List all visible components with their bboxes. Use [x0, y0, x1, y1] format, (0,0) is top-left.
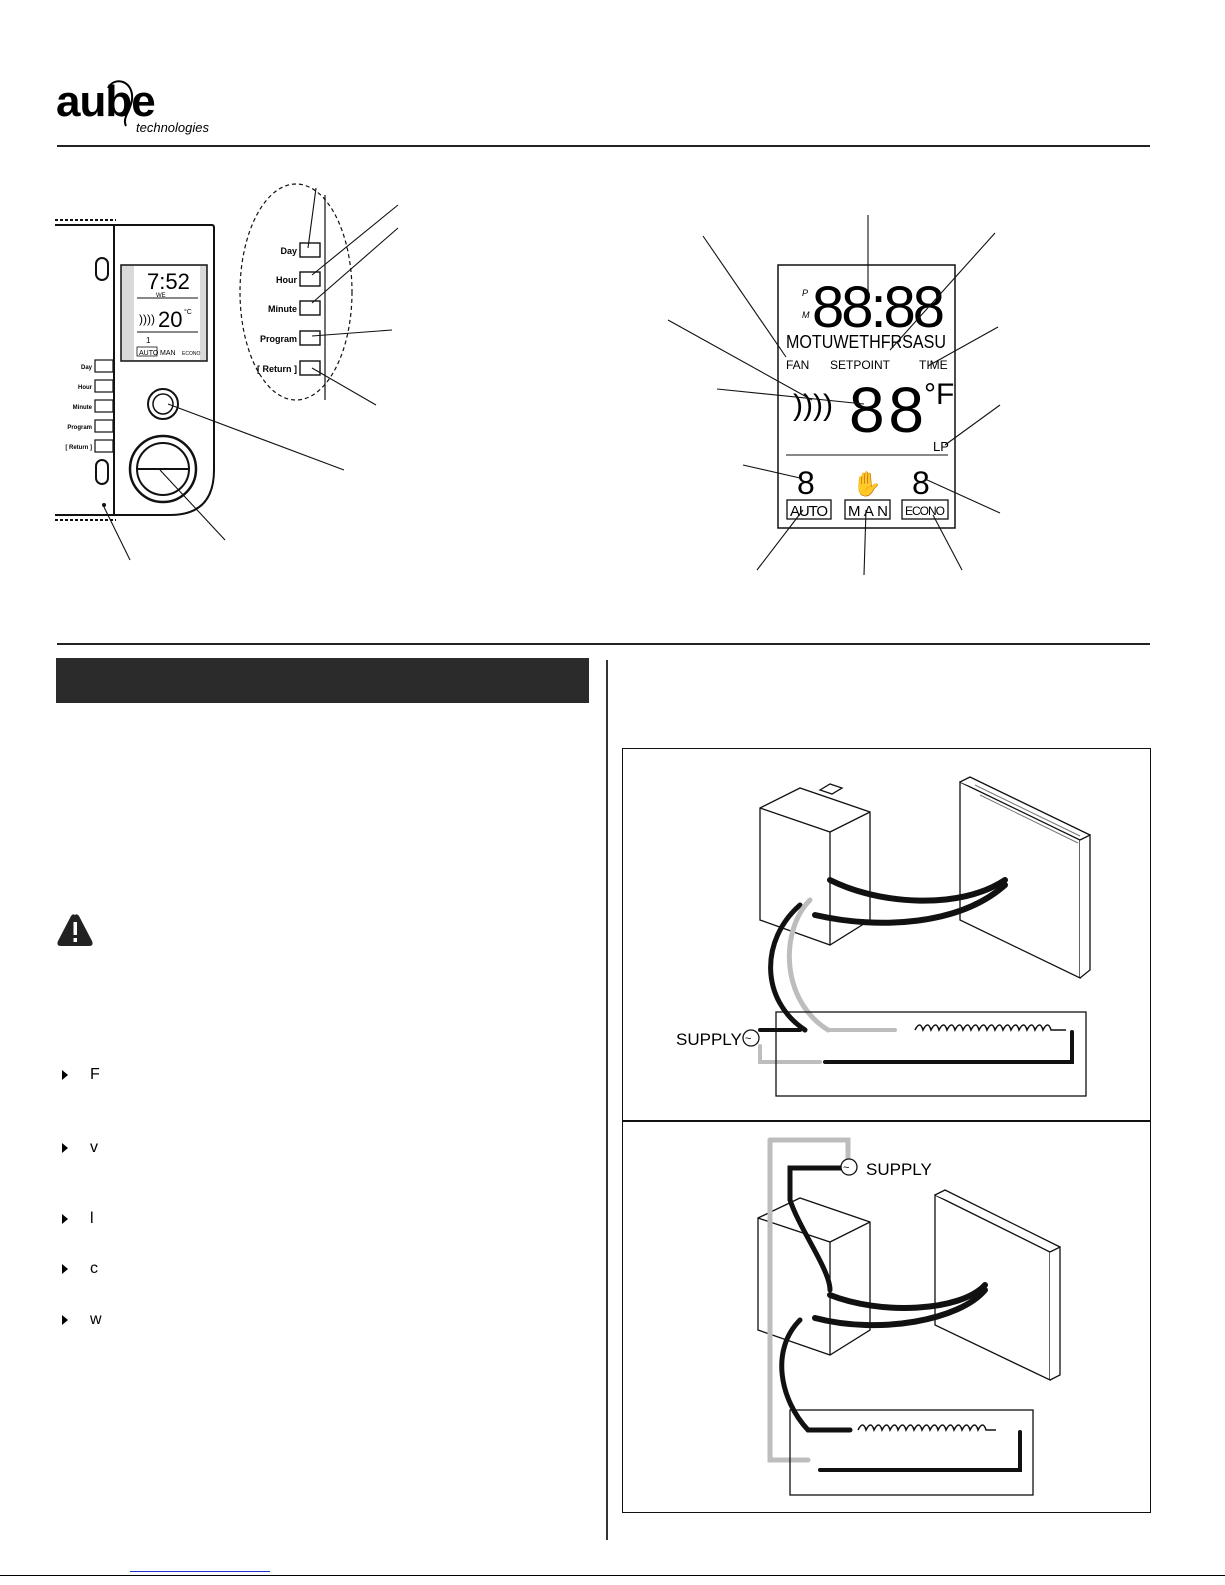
svg-text:~: ~: [745, 1033, 752, 1045]
zoom-label-program: Program: [259, 334, 297, 344]
left-callout-lines: [104, 188, 398, 560]
display-mode-man: MAN: [848, 503, 888, 520]
bullet-text: F: [90, 1066, 100, 1083]
bullet-arrow-icon: [62, 1214, 68, 1224]
small-label-day: Day: [80, 365, 92, 371]
supply-label-bottom: SUPPLY: [866, 1160, 932, 1179]
zoom-label-minute: Minute: [268, 304, 297, 314]
wiring-diagram-top: [622, 748, 1151, 1120]
display-temp-unit: °F: [924, 378, 955, 411]
lcd-heat-icon: )))): [139, 312, 155, 326]
display-temp-digits: 88: [849, 374, 924, 446]
header-rule: [57, 145, 1150, 147]
display-label-setpoint: SETPOINT: [830, 358, 891, 372]
small-label-minute: Minute: [72, 405, 92, 411]
lcd-mode-econo: ECONO: [182, 351, 201, 357]
display-left-digit: 8: [797, 465, 815, 501]
bullet-item: [62, 1139, 98, 1157]
footer-link-underline[interactable]: [130, 1571, 270, 1572]
supply-label-top: SUPPLY: [676, 1030, 742, 1049]
lcd-temp: 20: [158, 307, 183, 332]
display-am-pm-p: P: [802, 288, 809, 298]
display-heat-icon: )))): [793, 389, 833, 422]
lcd-day: WE: [156, 293, 166, 299]
bullet-arrow-icon: [62, 1315, 68, 1325]
display-label-time: TIME: [919, 358, 948, 372]
lcd-mode-auto: AUTO: [139, 350, 159, 357]
small-label-return: [ Return ]: [65, 445, 92, 451]
footer-rule: [0, 1575, 1225, 1576]
warning-icon: [56, 913, 94, 948]
logo-subtitle: technologies: [136, 120, 209, 135]
lcd-mode-man: MAN: [160, 350, 176, 357]
lcd-period: 1: [146, 336, 151, 345]
section-rule: [57, 643, 1150, 645]
display-hand-icon: ✋: [852, 471, 882, 498]
section-heading-bar: [56, 658, 589, 703]
display-label-fan: FAN: [786, 358, 810, 372]
display-mode-econo: ECONO: [905, 504, 945, 518]
display-low-power: LP: [933, 439, 949, 454]
bullet-text: w: [90, 1311, 102, 1328]
bullet-item: [62, 1066, 100, 1084]
display-am-pm-m: M: [802, 310, 810, 320]
bullet-text: v: [90, 1139, 98, 1156]
bullet-arrow-icon: [62, 1143, 68, 1153]
zoom-label-hour: Hour: [276, 275, 297, 285]
bullet-arrow-icon: [62, 1070, 68, 1080]
zoom-label-day: Day: [280, 246, 297, 256]
column-divider: [606, 660, 608, 1540]
small-label-program: Program: [67, 425, 92, 431]
lcd-temp-unit: °C: [184, 309, 192, 316]
aube-logo: [56, 78, 216, 138]
svg-text:~: ~: [843, 1162, 850, 1174]
small-button-column: [95, 360, 113, 452]
wiring-diagram-bottom: [622, 1120, 1151, 1513]
logo-word: aube: [56, 78, 155, 126]
bullet-text: l: [90, 1210, 94, 1227]
bullet-text: c: [90, 1260, 98, 1277]
bullet-item: [62, 1210, 94, 1228]
bullet-item: [62, 1311, 102, 1329]
lcd-time: 7:52: [147, 269, 190, 294]
bullet-item: [62, 1260, 98, 1278]
display-time-digits: 88:88: [812, 275, 945, 340]
zoom-label-return: [ Return ]: [257, 364, 297, 374]
display-days: MOTUWETHFRSASU: [786, 332, 946, 352]
small-label-hour: Hour: [78, 385, 92, 391]
bullet-arrow-icon: [62, 1264, 68, 1274]
thermostat-figure: [0, 150, 1225, 630]
display-mode-auto: AUTO: [790, 503, 828, 520]
display-right-digit: 8: [912, 465, 930, 501]
